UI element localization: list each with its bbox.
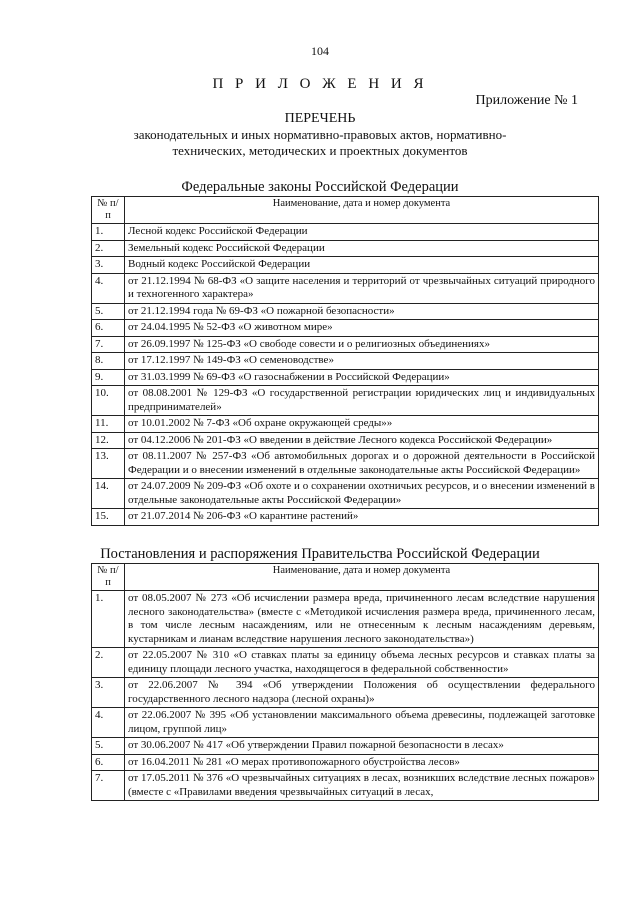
table-row	[92, 240, 599, 257]
row-number: 13.	[92, 449, 125, 479]
document-name: от 08.11.2007 № 257-ФЗ «Об автомобильных дорогах и о дорожной деятельности в Российской Федерации и о внесении изменений в отдельные законодательные акты Российской Федерации»	[125, 449, 599, 479]
row-number: 5.	[92, 303, 125, 320]
row-number: 5.	[92, 738, 125, 755]
document-name: от 22.06.2007 № 394 «Об утверждении Положения об осуществлении федерального государственного лесного надзора (лесной охраны)»	[125, 678, 599, 708]
table-row	[92, 336, 599, 353]
column-header-name: Наименование, дата и номер документа	[125, 197, 599, 224]
table-row	[92, 224, 599, 241]
table-row	[92, 771, 599, 801]
row-number: 2.	[92, 648, 125, 678]
table-row	[92, 353, 599, 370]
row-number: 15.	[92, 509, 125, 526]
column-header-name: Наименование, дата и номер документа	[125, 564, 599, 591]
document-name: Водный кодекс Российской Федерации	[125, 257, 599, 274]
document-name: от 24.07.2009 № 209-ФЗ «Об охоте и о сохранении охотничьих ресурсов, и о внесении изменений в отдельные законодательные акты Российской Федерации»	[125, 479, 599, 509]
table-row	[92, 416, 599, 433]
row-number: 8.	[92, 353, 125, 370]
document-name: Земельный кодекс Российской Федерации	[125, 240, 599, 257]
document-name: от 31.03.1999 № 69-ФЗ «О газоснабжении в Российской Федерации»	[125, 369, 599, 386]
table-row	[92, 432, 599, 449]
table-row	[92, 678, 599, 708]
document-name: от 08.05.2007 № 273 «Об исчислении размера вреда, причиненного лесам вследствие нарушения лесного законодательства» (вместе с «Методикой исчисления размера вреда, причиненного лесам, в том числе лесным насаждениям, или не отнесенным к лесным насаждениям деревьям, кустарникам и лианам вследствие нарушения лесного законодательства»)	[125, 591, 599, 648]
appendix-number: Приложение № 1	[475, 93, 578, 108]
document-subtitle: законодательных и иных нормативно-правовых актов, нормативно-технических, методических и проектных документов	[133, 127, 507, 158]
table-row	[92, 449, 599, 479]
document-name: от 22.05.2007 № 310 «О ставках платы за единицу объема лесных ресурсов и ставках платы за единицу площади лесного участка, находящегося в федеральной собственности»	[125, 648, 599, 678]
table-row	[92, 648, 599, 678]
table-row	[92, 320, 599, 337]
document-name: Лесной кодекс Российской Федерации	[125, 224, 599, 241]
table-row	[92, 708, 599, 738]
column-header-number: № п/п	[92, 197, 125, 224]
row-number: 1.	[92, 224, 125, 241]
table-row	[92, 369, 599, 386]
table-row	[92, 386, 599, 416]
column-header-number: № п/п	[92, 564, 125, 591]
row-number: 11.	[92, 416, 125, 433]
row-number: 4.	[92, 708, 125, 738]
row-number: 3.	[92, 678, 125, 708]
document-name: от 21.07.2014 № 206-ФЗ «О карантине растений»	[125, 509, 599, 526]
row-number: 1.	[92, 591, 125, 648]
document-name: от 16.04.2011 № 281 «О мерах противопожарного обустройства лесов»	[125, 754, 599, 771]
table-row	[92, 273, 599, 303]
document-name: от 24.04.1995 № 52-ФЗ «О животном мире»	[125, 320, 599, 337]
table-row	[92, 509, 599, 526]
row-number: 3.	[92, 257, 125, 274]
document-name: от 08.08.2001 № 129-ФЗ «О государственной регистрации юридических лиц и индивидуальных предпринимателей»	[125, 386, 599, 416]
row-number: 12.	[92, 432, 125, 449]
government-decrees-rows	[92, 591, 599, 801]
list-title: ПЕРЕЧЕНЬ	[284, 111, 356, 126]
section-heading-government-decrees: Постановления и распоряжения Правительства Российской Федерации	[100, 546, 540, 562]
table-header-row	[92, 564, 599, 591]
row-number: 9.	[92, 369, 125, 386]
table-row	[92, 738, 599, 755]
federal-laws-table	[91, 196, 599, 526]
table-row	[92, 754, 599, 771]
table-row	[92, 591, 599, 648]
row-number: 4.	[92, 273, 125, 303]
document-name: от 30.06.2007 № 417 «Об утверждении Правил пожарной безопасности в лесах»	[125, 738, 599, 755]
row-number: 6.	[92, 320, 125, 337]
document-name: от 10.01.2002 № 7-ФЗ «Об охране окружающей среды»»	[125, 416, 599, 433]
document-name: от 17.05.2011 № 376 «О чрезвычайных ситуациях в лесах, возникших вследствие лесных пожаров» (вместе с «Правилами введения чрезвычайных ситуаций в лесах,	[125, 771, 599, 801]
table-row	[92, 479, 599, 509]
document-name: от 26.09.1997 № 125-ФЗ «О свободе совести и о религиозных объединениях»	[125, 336, 599, 353]
document-name: от 04.12.2006 № 201-ФЗ «О введении в действие Лесного кодекса Российской Федерации»	[125, 432, 599, 449]
federal-laws-rows	[92, 224, 599, 526]
appendices-heading: П Р И Л О Ж Е Н И Я	[212, 76, 428, 92]
row-number: 14.	[92, 479, 125, 509]
row-number: 2.	[92, 240, 125, 257]
row-number: 6.	[92, 754, 125, 771]
document-name: от 21.12.1994 года № 69-ФЗ «О пожарной безопасности»	[125, 303, 599, 320]
document-name: от 21.12.1994 № 68-ФЗ «О защите населения и территорий от чрезвычайных ситуаций природного и техногенного характера»	[125, 273, 599, 303]
government-decrees-table	[91, 563, 599, 801]
document-name: от 17.12.1997 № 149-ФЗ «О семеноводстве»	[125, 353, 599, 370]
table-header-row	[92, 197, 599, 224]
page-number: 104	[311, 44, 329, 58]
table-row	[92, 257, 599, 274]
row-number: 7.	[92, 336, 125, 353]
document-name: от 22.06.2007 № 395 «Об установлении максимального объема древесины, подлежащей заготовке лицом, группой лиц»	[125, 708, 599, 738]
row-number: 10.	[92, 386, 125, 416]
section-heading-federal-laws: Федеральные законы Российской Федерации	[181, 179, 459, 195]
row-number: 7.	[92, 771, 125, 801]
table-row	[92, 303, 599, 320]
